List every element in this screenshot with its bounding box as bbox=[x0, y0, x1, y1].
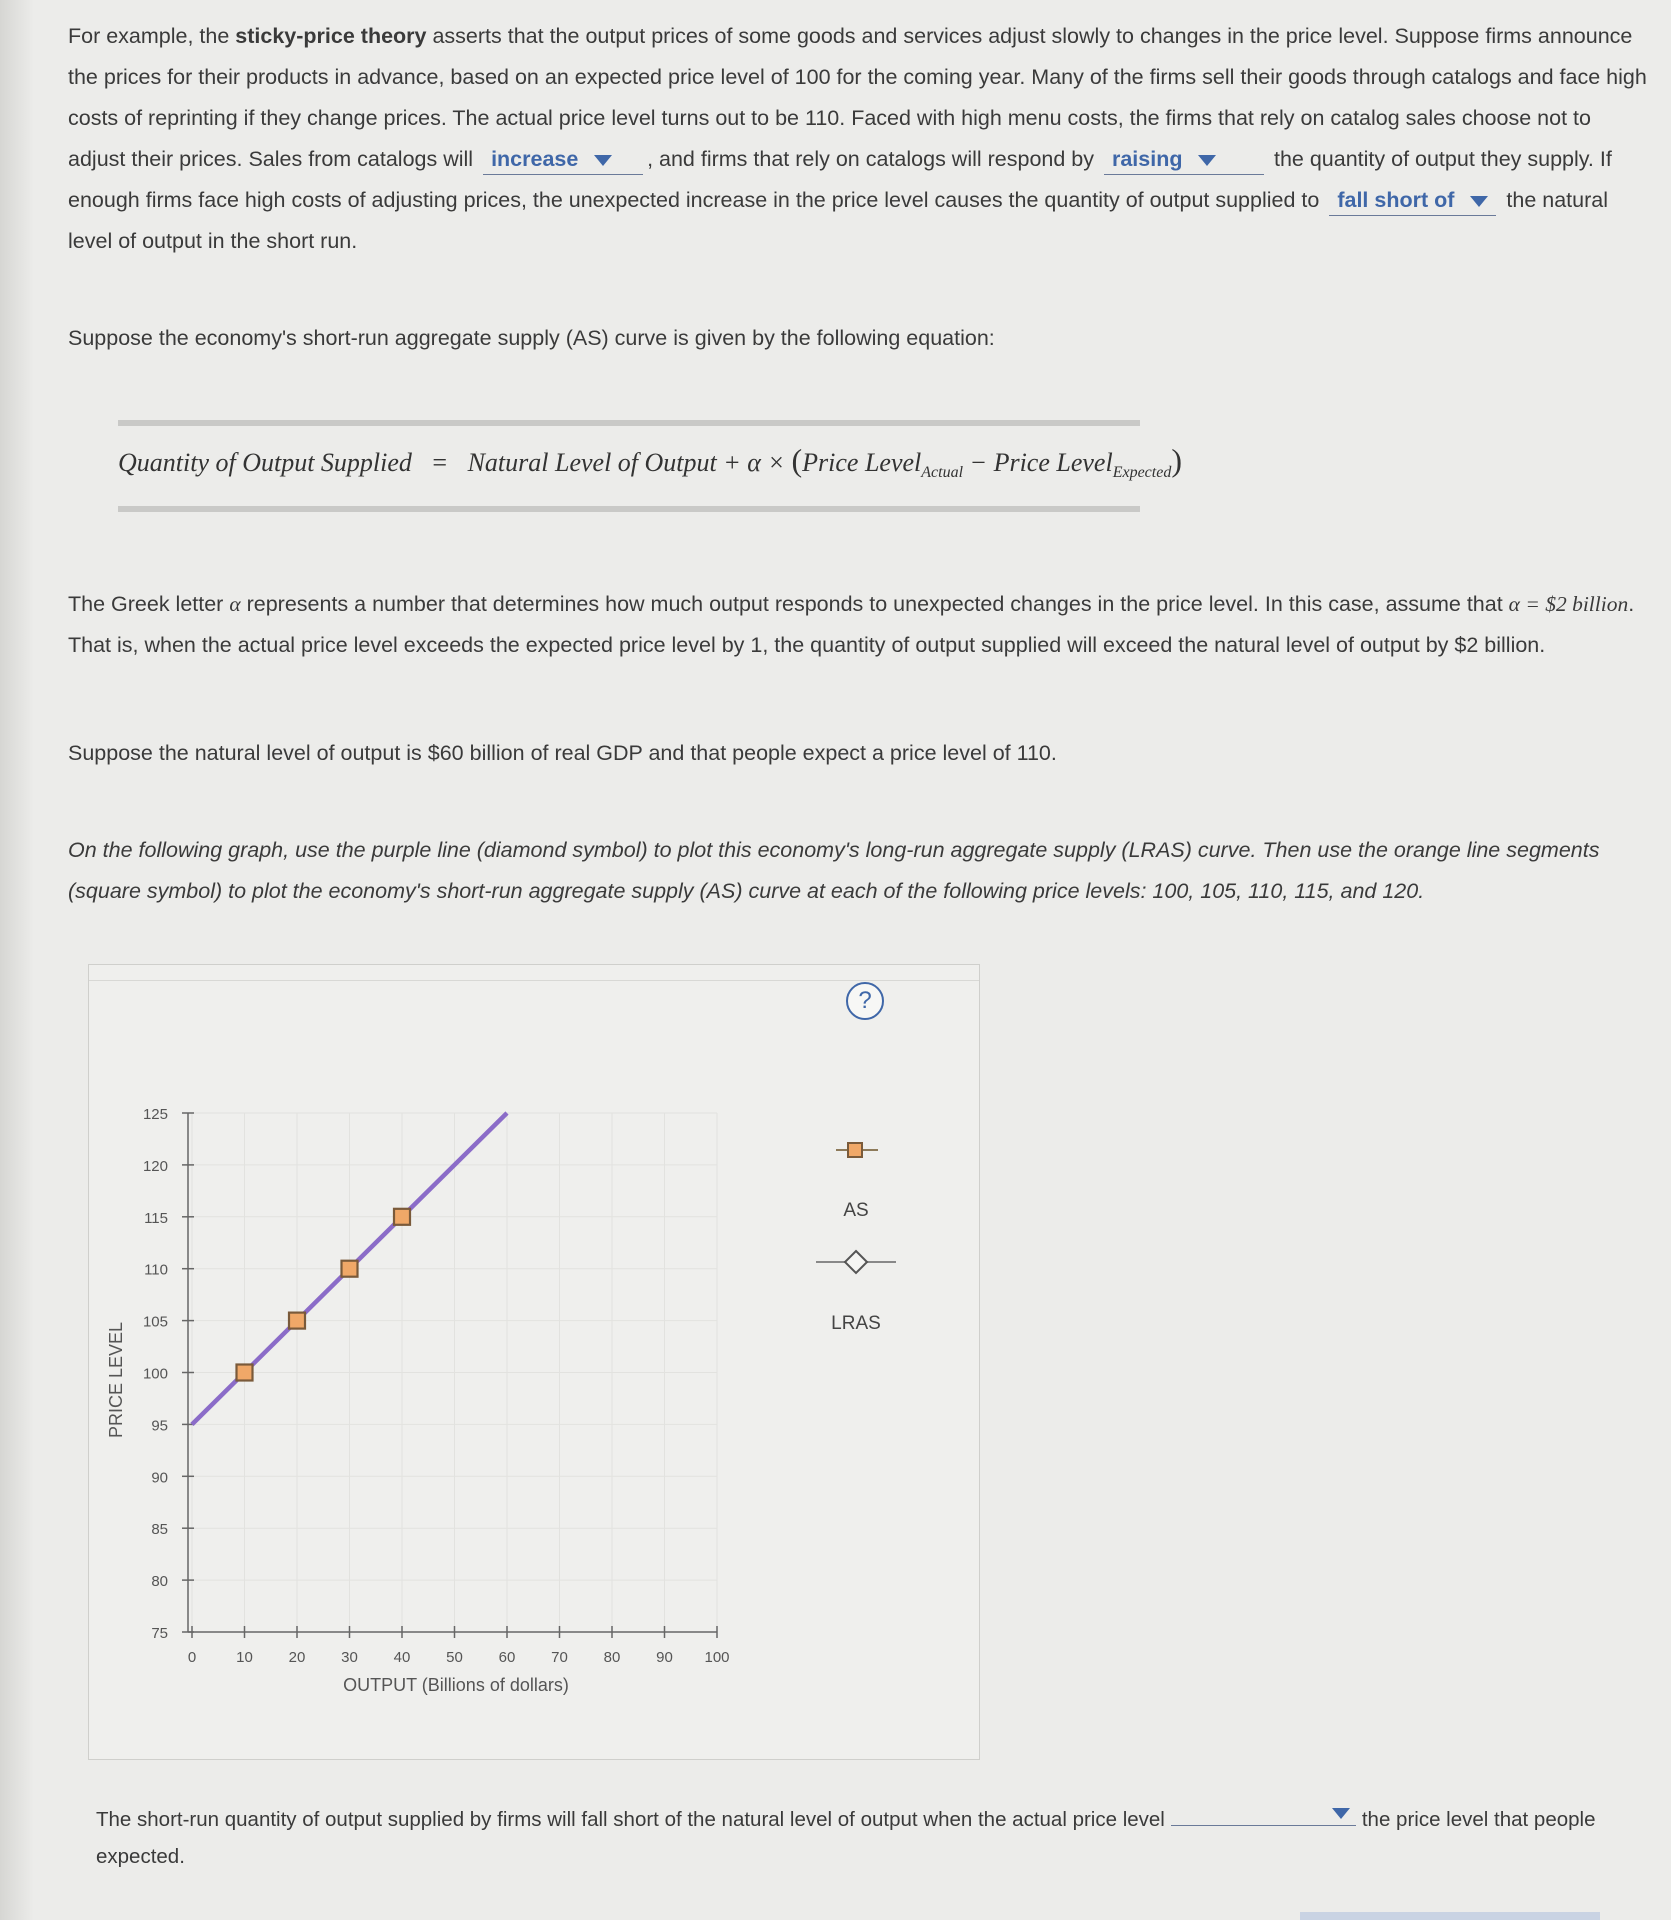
x-tick-label: 60 bbox=[498, 1649, 516, 1666]
paragraph-as-equation-intro: Suppose the economy's short-run aggregate supply (AS) curve is given by the following equation: bbox=[68, 326, 995, 350]
p1-bold-term: sticky-price theory bbox=[235, 24, 427, 48]
dropdown-actual-vs-expected[interactable] bbox=[1171, 1800, 1356, 1826]
p3-text-2: represents a number that determines how much output responds to unexpected changes in the price level. In this case, assume that bbox=[240, 592, 1509, 616]
x-tick-label: 30 bbox=[341, 1649, 358, 1666]
y-tick-label: 115 bbox=[144, 1209, 168, 1227]
equation-sub-expected: Expected bbox=[1112, 464, 1172, 482]
x-tick-label: 80 bbox=[603, 1649, 621, 1666]
legend-as-square-icon bbox=[848, 1143, 862, 1157]
legend-as-label: AS bbox=[843, 1200, 869, 1221]
dropdown-respond-by-value: raising bbox=[1111, 147, 1183, 171]
y-tick-label: 90 bbox=[151, 1469, 168, 1487]
as-point-square[interactable] bbox=[342, 1261, 358, 1277]
alpha-symbol: α bbox=[229, 592, 241, 616]
x-tick-label: 100 bbox=[704, 1649, 730, 1666]
bottom-text-2: the price level that people expected. bbox=[96, 1808, 1596, 1868]
y-tick-label: 95 bbox=[151, 1417, 168, 1435]
x-tick-label: 20 bbox=[288, 1649, 306, 1666]
as-point-square[interactable] bbox=[237, 1365, 253, 1381]
paragraph-graph-instructions: On the following graph, use the purple line (diamond symbol) to plot this economy's long-run aggregate supply (LRAS) curve. Then use the orange line segments (square symbol) to plot the economy's short-run aggregate supply (AS) curve at each of the following price levels: 100, 105, 110, 115, and 120. bbox=[68, 838, 1600, 903]
equation-minus: − bbox=[963, 448, 994, 477]
legend-lras-tool[interactable] bbox=[816, 1251, 896, 1334]
equation-paren-close: ) bbox=[1171, 442, 1182, 478]
y-tick-label: 120 bbox=[142, 1157, 168, 1175]
y-tick-label: 100 bbox=[142, 1365, 168, 1383]
y-tick-label: 80 bbox=[151, 1573, 168, 1591]
equation-rhs: Natural Level of Output + α × bbox=[467, 448, 792, 477]
chevron-down-icon bbox=[1332, 1808, 1350, 1819]
y-tick-label: 75 bbox=[151, 1625, 168, 1642]
bottom-question bbox=[96, 1800, 1596, 1875]
equation-paren-open: ( bbox=[791, 442, 803, 478]
help-button[interactable]: ? bbox=[846, 982, 884, 1020]
equation-sub-actual: Actual bbox=[921, 464, 964, 482]
y-tick-label: 110 bbox=[144, 1261, 168, 1279]
p1-text-3: , and firms that rely on catalogs will respond by bbox=[647, 147, 1094, 171]
x-tick-label: 50 bbox=[446, 1649, 463, 1666]
grid-layer bbox=[192, 1113, 717, 1632]
y-tick-label: 85 bbox=[151, 1521, 168, 1539]
equation-term-actual: Price Level bbox=[802, 448, 922, 477]
dropdown-catalog-sales-value: increase bbox=[491, 147, 579, 171]
p3-text-3: . That is, when the actual price level exceeds the expected price level by 1, the quantity of output supplied will exceed the natural level of output by $2 billion. bbox=[68, 592, 1635, 657]
bottom-action-button[interactable] bbox=[1300, 1912, 1600, 1920]
p1-text-4: the quantity of output they supply. If enough firms face high costs of adjusting prices, the unexpected increase in the price level causes the quantity of output supplied to bbox=[68, 147, 1612, 212]
alpha-value: α = $2 billion bbox=[1508, 592, 1629, 616]
y-tick-label: 125 bbox=[142, 1106, 168, 1123]
y-tick-label: 105 bbox=[142, 1313, 168, 1331]
bottom-text-1: The short-run quantity of output supplied by firms will fall short of the natural level of output when the actual price level bbox=[96, 1808, 1165, 1831]
dropdown-output-vs-natural-value: fall short of bbox=[1337, 188, 1455, 212]
x-tick-label: 70 bbox=[551, 1649, 568, 1666]
p1-text-2: asserts that the output prices of some goods and services adjust slowly to changes in the price level. Suppose firms announce the prices for their products in advance, based on an expected price level of 100 for the coming year. Many of the firms sell their goods through catalogs and face high costs of reprinting if they change prices. The actual price level turns out to be 110. Faced with high menu costs, the firms that rely on catalog sales choose not to adjust their prices. Sales from catalogs will bbox=[68, 24, 1647, 171]
as-point-square[interactable] bbox=[394, 1209, 410, 1225]
y-axis-label: PRICE LEVEL bbox=[106, 1321, 126, 1439]
legend-as-tool[interactable] bbox=[836, 1143, 878, 1221]
legend-lras-diamond-icon bbox=[845, 1251, 867, 1273]
x-tick-label: 90 bbox=[656, 1649, 673, 1666]
p3-text-1: The Greek letter bbox=[68, 592, 230, 616]
p1-text-5: the natural level of output in the short run. bbox=[68, 188, 1608, 253]
x-axis-label: OUTPUT (Billions of dollars) bbox=[343, 1675, 569, 1695]
x-tick-label: 40 bbox=[393, 1649, 411, 1666]
equation-equals: = bbox=[432, 448, 448, 477]
x-tick-label: 10 bbox=[236, 1649, 253, 1666]
as-point-square[interactable] bbox=[289, 1313, 305, 1329]
legend-lras-label: LRAS bbox=[831, 1313, 881, 1334]
equation-term-expected: Price Level bbox=[993, 448, 1113, 477]
p1-text-1: For example, the bbox=[68, 24, 236, 48]
equation-lhs: Quantity of Output Supplied bbox=[118, 448, 412, 477]
paragraph-natural-level: Suppose the natural level of output is $60 billion of real GDP and that people expect a price level of 110. bbox=[68, 741, 1057, 765]
x-tick-label: 0 bbox=[187, 1649, 197, 1666]
